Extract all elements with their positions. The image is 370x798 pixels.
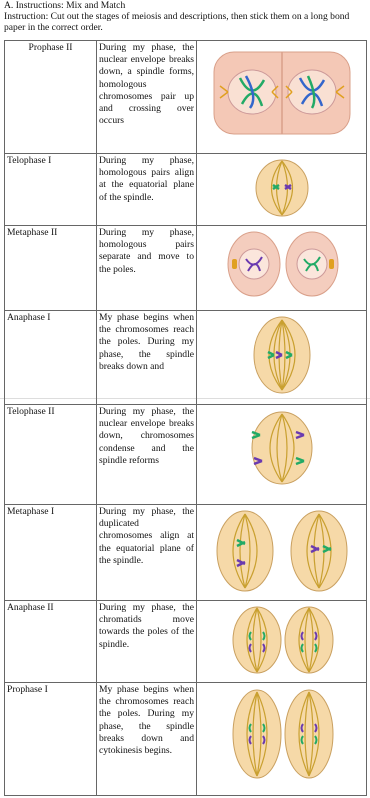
telophase-i-cell-pair-image	[227, 684, 337, 784]
table-row	[5, 505, 367, 601]
stage-description: During my phase, the duplicated chromosomes align at the equatorial plane of the spindle.	[97, 505, 197, 601]
table-row	[5, 41, 367, 154]
metaphase-ii-cell-pair-image	[207, 506, 357, 596]
cell-image	[197, 505, 367, 601]
table-row	[5, 154, 367, 226]
cell-image	[197, 405, 367, 505]
metaphase-i-cell-image	[247, 155, 317, 221]
instructions-title: A. Instructions: Mix and Match	[4, 0, 126, 11]
anaphase-ii-cell-pair-image	[227, 602, 337, 678]
metaphase-i-spindle-image	[246, 312, 318, 398]
stage-label: Telophase II	[5, 405, 97, 505]
instructions-text: Instruction: Cut out the stages of meiosis and descriptions, then stick them on a long bond paper in the correct order.	[4, 11, 350, 33]
stage-label: Metaphase I	[5, 505, 97, 601]
prophase-i-cell-pair-image	[200, 42, 364, 142]
table-row	[5, 311, 367, 405]
telophase-ii-cell-pair-image	[222, 227, 342, 301]
cell-image	[197, 41, 367, 154]
stage-description: My phase begins when the chromosomes reach the poles. During my phase, the spindle breaks down and	[97, 311, 197, 405]
stage-description: During my phase, the chromatids move towards the poles of the spindle.	[97, 601, 197, 683]
cell-image	[197, 226, 367, 311]
instructions-header	[4, 0, 366, 33]
stage-label: Anaphase I	[5, 311, 97, 405]
stage-description: During my phase, the nuclear envelope breaks down, chromosomes condense and the spindle reforms	[97, 405, 197, 505]
stage-label: Anaphase II	[5, 601, 97, 683]
mix-and-match-table	[4, 40, 367, 796]
stage-label: Telophase I	[5, 154, 97, 226]
stage-description: During my phase, the nuclear envelope breaks down, a spindle forms, homologous chromosomes pair up and crossing over occurs	[97, 41, 197, 154]
stage-label: Prophase II	[5, 41, 97, 154]
stage-label: Metaphase II	[5, 226, 97, 311]
cell-image	[197, 154, 367, 226]
stage-description: During my phase, homologous pairs separate and move to the poles.	[97, 226, 197, 311]
table-row	[5, 226, 367, 311]
table-row	[5, 683, 367, 796]
stage-description: During my phase, homologous pairs align at the equatorial plane of the spindle.	[97, 154, 197, 226]
stage-description: My phase begins when the chromosomes reach the poles. During my phase, the spindle breaks down and cytokinesis begins.	[97, 683, 197, 796]
table-row	[5, 601, 367, 683]
table-row	[5, 405, 367, 505]
stage-label: Prophase I	[5, 683, 97, 796]
cell-image	[197, 311, 367, 405]
cell-image	[197, 601, 367, 683]
anaphase-i-cell-image	[244, 406, 320, 490]
cell-image	[197, 683, 367, 796]
